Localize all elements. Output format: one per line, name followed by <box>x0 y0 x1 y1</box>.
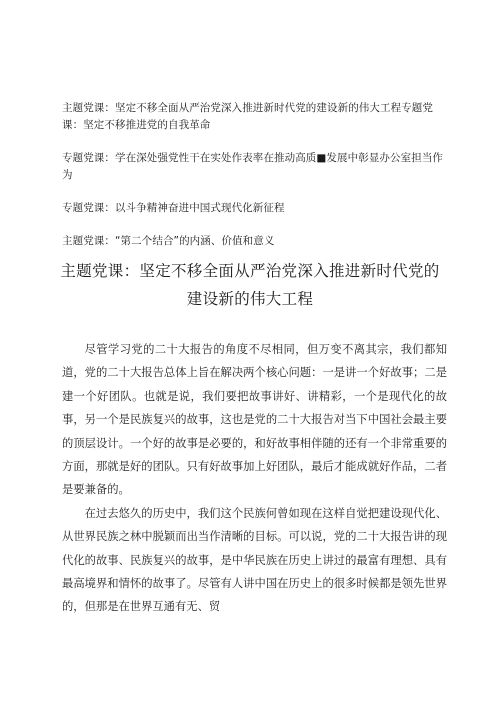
document-title-line-1: 主题党课：坚定不移全面从严治党深入推进新时代党的 <box>60 262 440 280</box>
document-title <box>40 257 460 313</box>
body-paragraph: 尽管学习党的二十大报告的角度不尽相同，但万变不离其宗，我们都知道，党的二十大报告总体上旨在解决两个核心问题：一是讲一个好故事；二是建一个好团队。也就是说，我们要把故事讲好、讲精彩，一个是现代化的故事，另一个是民族复兴的故事，这也是党的二十大报告对当下中国社会最主要的顶层设计。一个好的故事是必要的，和好故事相伴随的还有一个非常重要的方面，那就是好的团队。只有好故事加上好团队，最后才能成就好作品，二者是要兼备的。 <box>62 343 447 497</box>
toc-item[interactable]: 专题党课：学在深处强党性干在实处作表率在推动高质■发展中彰显办公室担当作为 <box>62 152 444 181</box>
toc-item[interactable]: 专题党课：以斗争精神奋进中国式现代化新征程 <box>62 202 285 214</box>
toc-item[interactable]: 主题党课：坚定不移全面从严治党深入推进新时代党的建设新的伟大工程专题党课：坚定不移推进党的自我革命 <box>62 102 433 131</box>
toc-item[interactable]: 主题党课：“第二个结合”的内涵、价值和意义 <box>62 235 275 247</box>
document-title-line-2: 建设新的伟大工程 <box>186 290 314 308</box>
body-paragraph: 在过去悠久的历史中，我们这个民族何曾如现在这样自觉把建设现代化、从世界民族之林中脱颖而出当作清晰的目标。可以说，党的二十大报告讲的现代化的故事、民族复兴的故事，是中华民族在历史上讲过的最富有理想、具有最高境界和情怀的故事了。尽管有人讲中国在历史上的很多时候都是领先世界的，但那是在世界互通有无、贸 <box>62 506 447 614</box>
table-of-contents <box>62 100 452 266</box>
document-body <box>62 338 447 619</box>
